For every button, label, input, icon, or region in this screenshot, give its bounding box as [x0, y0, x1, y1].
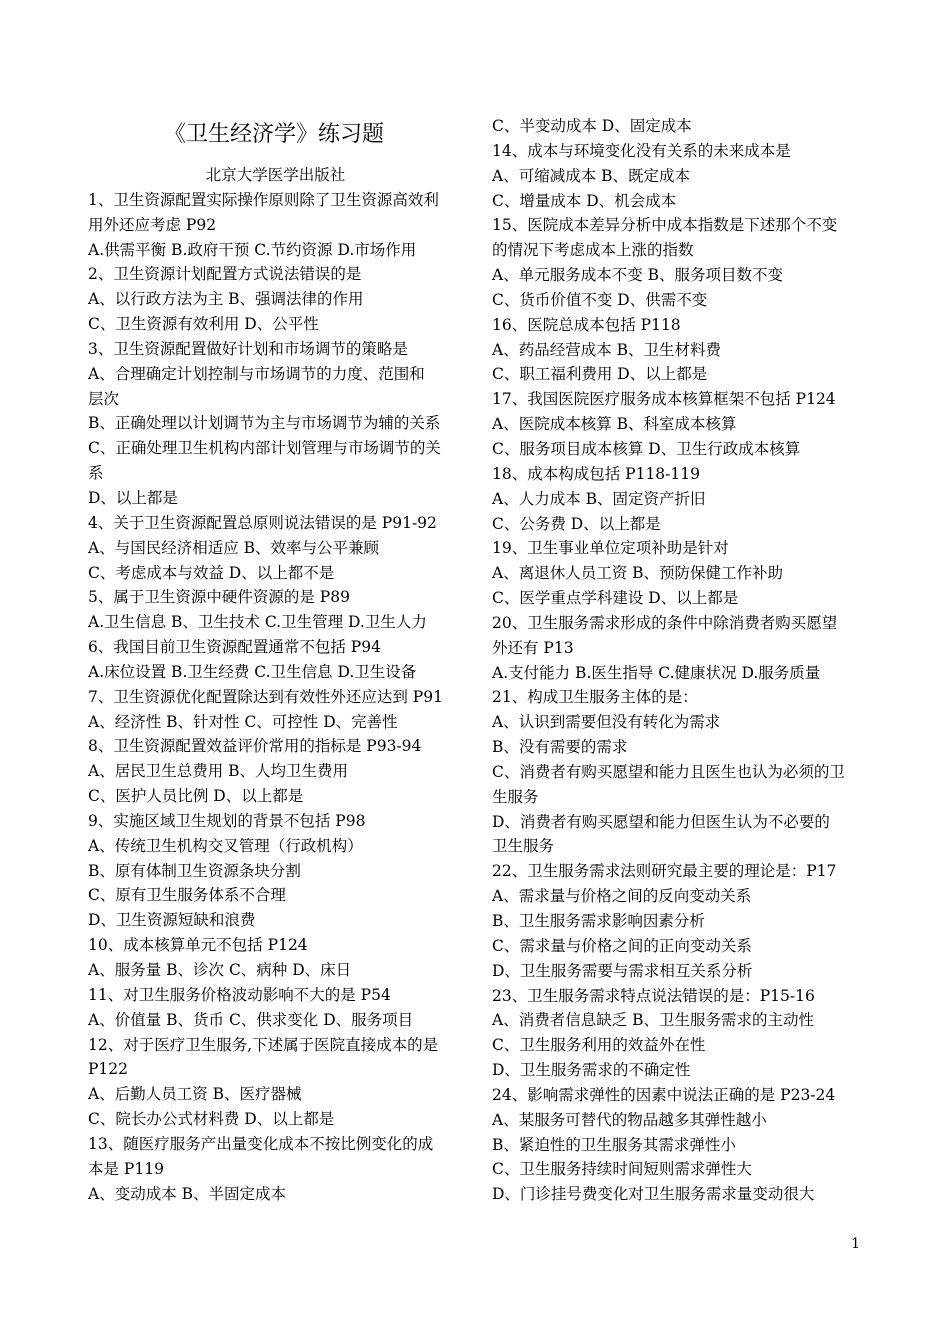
text-line: 2、卫生资源计划配置方式说法错误的是 [88, 265, 362, 284]
text-line: A、认识到需要但没有转化为需求 [492, 713, 721, 732]
text-line: A、合理确定计划控制与市场调节的力度、范围和 [88, 364, 425, 383]
text-line: A、消费者信息缺乏 B、卫生服务需求的主动性 [492, 1011, 815, 1030]
text-line: A、价值量 B、货币 C、供求变化 D、服务项目 [88, 1010, 414, 1029]
text-line: B、正确处理以计划调节为主与市场调节为辅的关系 [88, 414, 441, 433]
text-line: C、院长办公式材料费 D、以上都是 [88, 1110, 335, 1129]
text-line: C、公务费 D、以上都是 [492, 514, 661, 533]
text-line: 生服务 [492, 787, 539, 806]
text-line: A、某服务可替代的物品越多其弹性越小 [492, 1110, 767, 1129]
text-line: A、经济性 B、针对性 C、可控性 D、完善性 [88, 712, 398, 731]
text-line: 层次 [88, 389, 120, 408]
text-line: 用外还应考虑 P92 [88, 215, 217, 234]
text-line: 外还有 P13 [492, 638, 574, 657]
text-line: 4、关于卫生资源配置总原则说法错误的是 P91-92 [88, 513, 437, 532]
text-line: B、紧迫性的卫生服务其需求弹性小 [492, 1135, 736, 1154]
text-line: 系 [88, 464, 104, 483]
text-line: A、离退休人员工资 B、预防保健工作补助 [492, 564, 784, 583]
text-line: C、需求量与价格之间的正向变动关系 [492, 936, 752, 955]
text-line: 11、对卫生服务价格波动影响不大的是 P54 [88, 985, 391, 1004]
text-line: C、货币价值不变 D、供需不变 [492, 290, 708, 309]
text-line: A.支付能力 B.医生指导 C.健康状况 D.服务质量 [492, 663, 821, 682]
document-title: 《卫生经济学》练习题 [163, 122, 384, 147]
text-line: 的情况下考虑成本上涨的指数 [492, 241, 694, 260]
text-line: A、服务量 B、诊次 C、病种 D、床日 [88, 961, 352, 979]
text-line: A、居民卫生总费用 B、人均卫生费用 [88, 762, 349, 781]
text-line: 17、我国医院医疗服务成本核算框架不包括 P124 [492, 390, 836, 409]
text-line: 6、我国目前卫生资源配置通常不包括 P94 [88, 638, 381, 657]
text-line: D、以上都是 [88, 488, 178, 507]
text-line: 8、卫生资源配置效益评价常用的指标是 P93-94 [88, 737, 422, 756]
text-line: 7、卫生资源优化配置除达到有效性外还应达到 P91 [88, 687, 443, 706]
text-line: C、卫生服务利用的效益外在性 [492, 1036, 706, 1055]
text-line: 23、卫生服务需求特点说法错误的是：P15-16 [492, 986, 815, 1005]
text-line: 14、成本与环境变化没有关系的未来成本是 [492, 141, 791, 160]
text-line: 3、卫生资源配置做好计划和市场调节的策略是 [88, 339, 408, 358]
text-line: 9、实施区域卫生规划的背景不包括 P98 [88, 811, 366, 830]
text-line: 24、影响需求弹性的因素中说法正确的是 P23-24 [492, 1085, 836, 1104]
text-line: P122 [88, 1060, 129, 1079]
text-line: 1、卫生资源配置实际操作原则除了卫生资源高效利 [88, 190, 439, 209]
text-line: 10、成本核算单元不包括 P124 [88, 936, 308, 955]
text-line: 卫生服务 [492, 837, 555, 856]
text-line: 18、成本构成包括 P118-119 [492, 464, 700, 483]
text-line: A、人力成本 B、固定资产折旧 [492, 489, 706, 508]
text-line: C、卫生服务持续时间短则需求弹性大 [492, 1160, 752, 1179]
page-number: 1 [851, 1236, 860, 1252]
right-column [492, 114, 867, 1207]
text-line: C、医学重点学科建设 D、以上都是 [492, 589, 739, 608]
text-line: C、服务项目成本核算 D、卫生行政成本核算 [492, 439, 801, 458]
text-line: 15、医院成本差异分析中成本指数是下述那个不变 [492, 216, 838, 235]
text-line: A、传统卫生机构交叉管理（行政机构） [88, 836, 363, 855]
text-line: 12、对于医疗卫生服务,下述属于医院直接成本的是 [88, 1035, 439, 1054]
text-line: 22、卫生服务需求法则研究最主要的理论是：P17 [492, 862, 837, 881]
text-line: D、卫生资源短缺和浪费 [88, 911, 256, 930]
text-line: C、卫生资源有效利用 D、公平性 [88, 315, 319, 334]
text-line: D、卫生服务需要与需求相互关系分析 [492, 961, 753, 980]
text-line: C、考虑成本与效益 D、以上都不是 [88, 563, 335, 582]
text-line: C、半变动成本 D、固定成本 [492, 117, 692, 135]
text-line: A、单元服务成本不变 B、服务项目数不变 [492, 266, 784, 285]
text-line: 5、属于卫生资源中硬件资源的是 P89 [88, 588, 350, 607]
text-line: D、门诊挂号费变化对卫生服务需求量变动很大 [492, 1185, 815, 1204]
text-line: C、消费者有购买愿望和能力且医生也认为必须的卫 [492, 762, 845, 781]
publisher-line: 北京大学医学出版社 [205, 166, 346, 184]
text-line: D、消费者有购买愿望和能力但医生认为不必要的 [492, 812, 830, 831]
left-column [88, 163, 463, 1206]
text-line: B、原有体制卫生资源条块分割 [88, 861, 301, 880]
text-line: A.床位设置 B.卫生经费 C.卫生信息 D.卫生设备 [88, 662, 417, 681]
text-line: 20、卫生服务需求形成的条件中除消费者购买愿望 [492, 613, 838, 632]
text-line: 21、构成卫生服务主体的是： [492, 688, 698, 707]
text-line: A、药品经营成本 B、卫生材料费 [492, 340, 722, 359]
text-line: C、医护人员比例 D、以上都是 [88, 787, 304, 806]
text-line: A、后勤人员工资 B、医疗器械 [88, 1085, 302, 1104]
text-line: B、没有需要的需求 [492, 738, 628, 757]
text-line: A.卫生信息 B、卫生技术 C.卫生管理 D.卫生人力 [88, 613, 427, 632]
text-line: A、医院成本核算 B、科室成本核算 [492, 415, 737, 434]
text-line: 13、随医疗服务产出量变化成本不按比例变化的成 [88, 1134, 434, 1153]
text-line: A、可缩减成本 B、既定成本 [492, 166, 691, 185]
text-line: A、与国民经济相适应 B、效率与公平兼顾 [88, 538, 380, 557]
text-line: C、正确处理卫生机构内部计划管理与市场调节的关 [88, 439, 441, 458]
text-line: B、卫生服务需求影响因素分析 [492, 912, 705, 930]
text-line: 19、卫生事业单位定项补助是针对 [492, 539, 729, 558]
text-line: 本是 P119 [88, 1159, 164, 1178]
text-line: C、增量成本 D、机会成本 [492, 191, 677, 210]
text-line: A.供需平衡 B.政府干预 C.节约资源 D.市场作用 [88, 240, 417, 259]
text-line: C、原有卫生服务体系不合理 [88, 886, 286, 905]
text-line: C、职工福利费用 D、以上都是 [492, 365, 708, 384]
text-line: A、以行政方法为主 B、强调法律的作用 [88, 290, 364, 309]
text-line: A、变动成本 B、半固定成本 [88, 1184, 287, 1203]
text-line: A、需求量与价格之间的反向变动关系 [492, 887, 752, 906]
text-line: 16、医院总成本包括 P118 [492, 315, 681, 334]
text-line: D、卫生服务需求的不确定性 [492, 1061, 691, 1080]
